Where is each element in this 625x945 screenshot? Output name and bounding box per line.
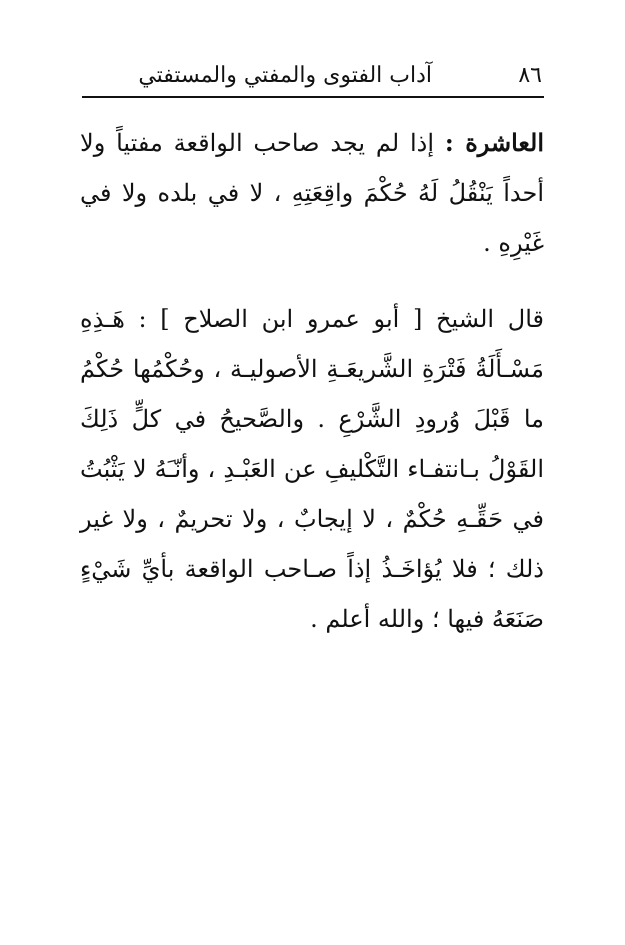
header-rule <box>82 96 544 98</box>
paragraph-sheikh-quote <box>80 294 544 644</box>
running-title: آداب الفتوى والمفتي والمستفتي <box>138 63 432 88</box>
paragraph-text: قال الشيخ [ أبو عمرو ابن الصلاح ] : هَـذِهِ مَسْـأَلَةُ فَتْرَةِ الشَّريعَـةِ الأصوليـة ، وحُكْمُها حُكْمُ ما قَبْلَ وُرودِ الشَّرْعِ . والصَّحيحُ في كلٍّ ذَلِكَ القَوْلُ بـانتفـاء التَّكْليفِ عن العَبْـدِ ، وأنّـَهُ لا يَثْبُتُ في حَقِّـهِ حُكْمٌ ، لا إيجابٌ ، ولا تحريمٌ ، ولا غير ذلك ؛ فلا يُؤاخَـذُ إذاً صـاحب الواقعة بأيِّ شَيْءٍ صَنَعَهُ فيها ؛ والله أعلم . <box>80 305 544 633</box>
body-text <box>80 118 544 670</box>
page-number: ٨٦ <box>518 63 542 88</box>
page-header <box>82 58 542 98</box>
section-heading: العاشرة : <box>444 128 544 157</box>
paragraph-text: إذا لم يجد صاحب الواقعة مفتياً ولا أحداً يَنْقُلُ لَهُ حُكْمَ واقِعَتِهِ ، لا في بلده ولا في غَيْرِهِ . <box>80 129 544 257</box>
paragraph-tenth-case <box>80 118 544 268</box>
